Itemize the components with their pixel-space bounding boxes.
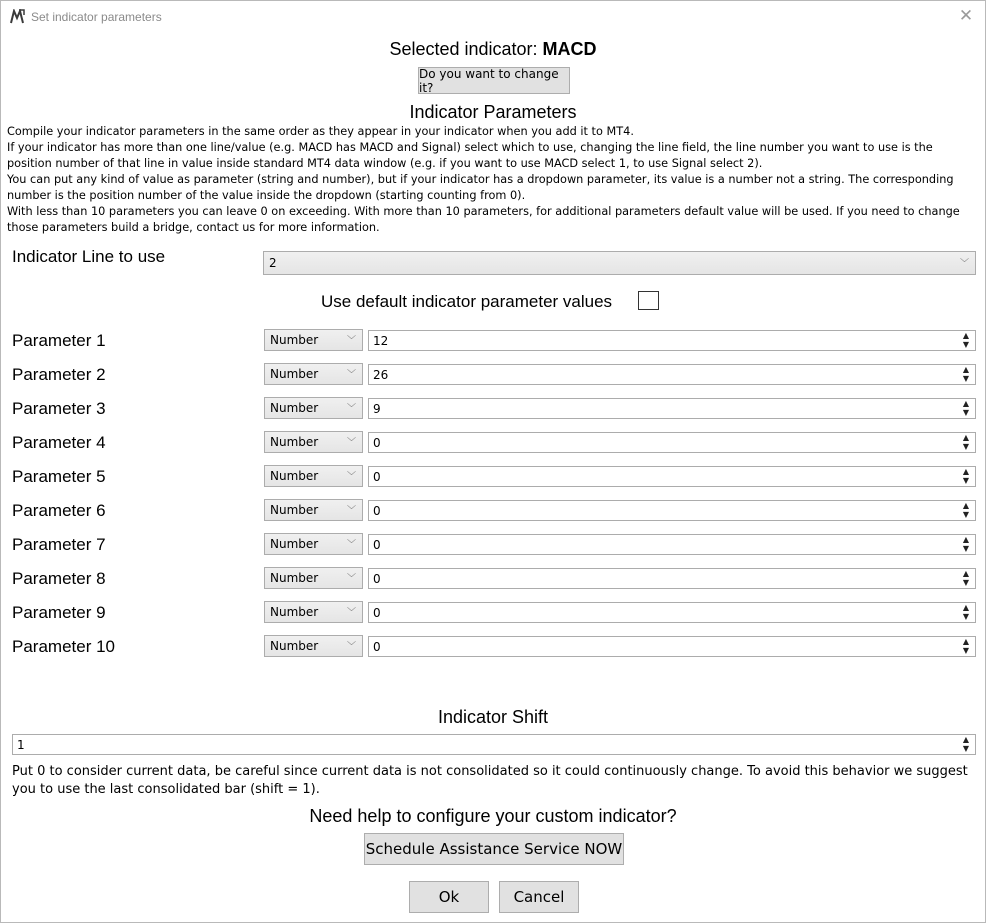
title-bar xyxy=(1,1,985,32)
chevron-down-icon: ﹀ xyxy=(346,573,356,584)
parameter-type-dropdown[interactable] xyxy=(264,363,363,385)
parameter-type-value: Number xyxy=(270,503,319,517)
chevron-down-icon: ﹀ xyxy=(346,403,356,414)
selected-indicator-name: MACD xyxy=(542,39,597,59)
ok-button[interactable]: Ok xyxy=(409,881,489,913)
spin-down-icon[interactable]: ▼ xyxy=(962,408,970,418)
parameter-value: 26 xyxy=(373,367,389,382)
chevron-down-icon: ﹀ xyxy=(346,437,356,448)
spin-up-icon[interactable]: ▲ xyxy=(962,734,970,744)
parameter-type-value: Number xyxy=(270,639,319,653)
parameter-value: 0 xyxy=(373,537,381,552)
parameter-label: Parameter 3 xyxy=(12,399,106,418)
parameter-label: Parameter 5 xyxy=(12,467,106,486)
parameter-label: Parameter 10 xyxy=(12,637,115,656)
change-indicator-button[interactable]: Do you want to change it? xyxy=(418,67,570,94)
chevron-down-icon: ﹀ xyxy=(959,258,969,269)
parameter-type-value: Number xyxy=(270,469,319,483)
chevron-down-icon: ﹀ xyxy=(346,607,356,618)
instruction-line: You can put any kind of value as parameter (string and number), but if your indicator has a dropdown parameter, its value is a number not a string. The corresponding number is the position number of the value inside the dropdown (starting counting from 0). xyxy=(7,173,954,202)
help-question: Need help to configure your custom indicator? xyxy=(309,806,677,826)
parameter-type-dropdown[interactable] xyxy=(264,329,363,351)
parameter-value-input[interactable] xyxy=(368,330,976,351)
parameter-label: Parameter 8 xyxy=(12,569,106,588)
parameter-type-dropdown[interactable] xyxy=(264,465,363,487)
spin-up-icon[interactable]: ▲ xyxy=(962,500,970,510)
indicator-line-label: Indicator Line to use xyxy=(12,247,166,266)
parameter-type-value: Number xyxy=(270,435,319,449)
spin-down-icon[interactable]: ▼ xyxy=(962,476,970,486)
parameter-label: Parameter 1 xyxy=(12,331,106,350)
spin-down-icon[interactable]: ▼ xyxy=(962,744,970,754)
app-logo-icon xyxy=(10,9,25,24)
close-icon: ✕ xyxy=(958,6,974,25)
chevron-down-icon: ﹀ xyxy=(346,471,356,482)
parameter-type-dropdown[interactable] xyxy=(264,567,363,589)
selected-indicator xyxy=(1,39,985,60)
use-default-label: Use default indicator parameter values xyxy=(321,292,613,311)
parameter-value: 0 xyxy=(373,469,381,484)
instruction-line: If your indicator has more than one line/value (e.g. MACD has MACD and Signal) select which to use, changing the line field, the line number you want to use is the position number of that line in value inside standard MT4 data window (e.g. if you want to use MACD select 1, to use Signal select 2). xyxy=(7,141,933,170)
chevron-down-icon: ﹀ xyxy=(346,539,356,550)
instructions-text xyxy=(7,124,979,236)
parameter-label: Parameter 4 xyxy=(12,433,106,452)
parameter-value: 0 xyxy=(373,639,381,654)
parameter-value-input[interactable] xyxy=(368,568,976,589)
schedule-assistance-button[interactable]: Schedule Assistance Service NOW xyxy=(364,833,624,865)
parameter-type-value: Number xyxy=(270,367,319,381)
parameter-value-input[interactable] xyxy=(368,602,976,623)
parameter-label: Parameter 2 xyxy=(12,365,106,384)
parameter-value-input[interactable] xyxy=(368,364,976,385)
parameter-value-input[interactable] xyxy=(368,636,976,657)
chevron-down-icon: ﹀ xyxy=(346,369,356,380)
chevron-down-icon: ﹀ xyxy=(346,641,356,652)
spin-down-icon[interactable]: ▼ xyxy=(962,578,970,588)
parameter-value: 9 xyxy=(373,401,381,416)
spin-up-icon[interactable]: ▲ xyxy=(962,364,970,374)
spin-up-icon[interactable]: ▲ xyxy=(962,602,970,612)
parameters-heading: Indicator Parameters xyxy=(409,102,577,122)
parameter-value-input[interactable] xyxy=(368,500,976,521)
parameter-type-value: Number xyxy=(270,571,319,585)
spin-down-icon[interactable]: ▼ xyxy=(962,646,970,656)
parameter-value-input[interactable] xyxy=(368,466,976,487)
parameter-label: Parameter 7 xyxy=(12,535,106,554)
parameter-type-value: Number xyxy=(270,537,319,551)
close-button[interactable] xyxy=(953,5,979,27)
chevron-down-icon: ﹀ xyxy=(346,505,356,516)
shift-heading: Indicator Shift xyxy=(437,707,549,727)
parameter-value-input[interactable] xyxy=(368,432,976,453)
parameter-value: 0 xyxy=(373,503,381,518)
parameter-label: Parameter 9 xyxy=(12,603,106,622)
parameter-type-dropdown[interactable] xyxy=(264,635,363,657)
parameter-type-value: Number xyxy=(270,401,319,415)
spin-down-icon[interactable]: ▼ xyxy=(962,612,970,622)
spin-up-icon[interactable]: ▲ xyxy=(962,398,970,408)
spin-down-icon[interactable]: ▼ xyxy=(962,442,970,452)
spin-up-icon[interactable]: ▲ xyxy=(962,636,970,646)
window-title: Set indicator parameters xyxy=(31,10,162,24)
spin-down-icon[interactable]: ▼ xyxy=(962,510,970,520)
parameter-label: Parameter 6 xyxy=(12,501,106,520)
instruction-line: Compile your indicator parameters in the same order as they appear in your indicator when you add it to MT4. xyxy=(7,125,634,138)
spin-up-icon[interactable]: ▲ xyxy=(962,432,970,442)
parameter-type-dropdown[interactable] xyxy=(264,397,363,419)
parameter-value: 0 xyxy=(373,435,381,450)
use-default-checkbox[interactable] xyxy=(638,291,659,310)
parameter-value-input[interactable] xyxy=(368,398,976,419)
spin-up-icon[interactable]: ▲ xyxy=(962,466,970,476)
parameter-type-value: Number xyxy=(270,333,319,347)
indicator-line-value: 2 xyxy=(269,256,277,270)
spin-down-icon[interactable]: ▼ xyxy=(962,340,970,350)
parameter-value: 12 xyxy=(373,333,389,348)
parameter-type-dropdown[interactable] xyxy=(264,431,363,453)
spin-up-icon[interactable]: ▲ xyxy=(962,330,970,340)
parameter-type-dropdown[interactable] xyxy=(264,533,363,555)
parameter-type-dropdown[interactable] xyxy=(264,601,363,623)
instruction-line: With less than 10 parameters you can leave 0 on exceeding. With more than 10 parameters, for additional parameters default value will be used. If you need to change those parameters build a bridge, contact us for more information. xyxy=(7,205,960,234)
shift-value: 1 xyxy=(17,737,25,752)
indicator-line-dropdown[interactable] xyxy=(263,251,976,275)
spin-up-icon[interactable]: ▲ xyxy=(962,568,970,578)
spin-down-icon[interactable]: ▼ xyxy=(962,374,970,384)
parameter-type-dropdown[interactable] xyxy=(264,499,363,521)
chevron-down-icon: ﹀ xyxy=(346,335,356,346)
shift-note: Put 0 to consider current data, be careful since current data is not consolidated so it could continuously change. To avoid this behavior we suggest you to use the last consolidated bar (shift = 1). xyxy=(12,764,968,797)
parameter-value-input[interactable] xyxy=(368,534,976,555)
spin-up-icon[interactable]: ▲ xyxy=(962,534,970,544)
parameter-value: 0 xyxy=(373,571,381,586)
parameter-type-value: Number xyxy=(270,605,319,619)
spin-down-icon[interactable]: ▼ xyxy=(962,544,970,554)
parameter-value: 0 xyxy=(373,605,381,620)
cancel-button[interactable]: Cancel xyxy=(499,881,579,913)
selected-indicator-prefix: Selected indicator: xyxy=(389,39,538,59)
shift-input[interactable] xyxy=(12,734,976,755)
